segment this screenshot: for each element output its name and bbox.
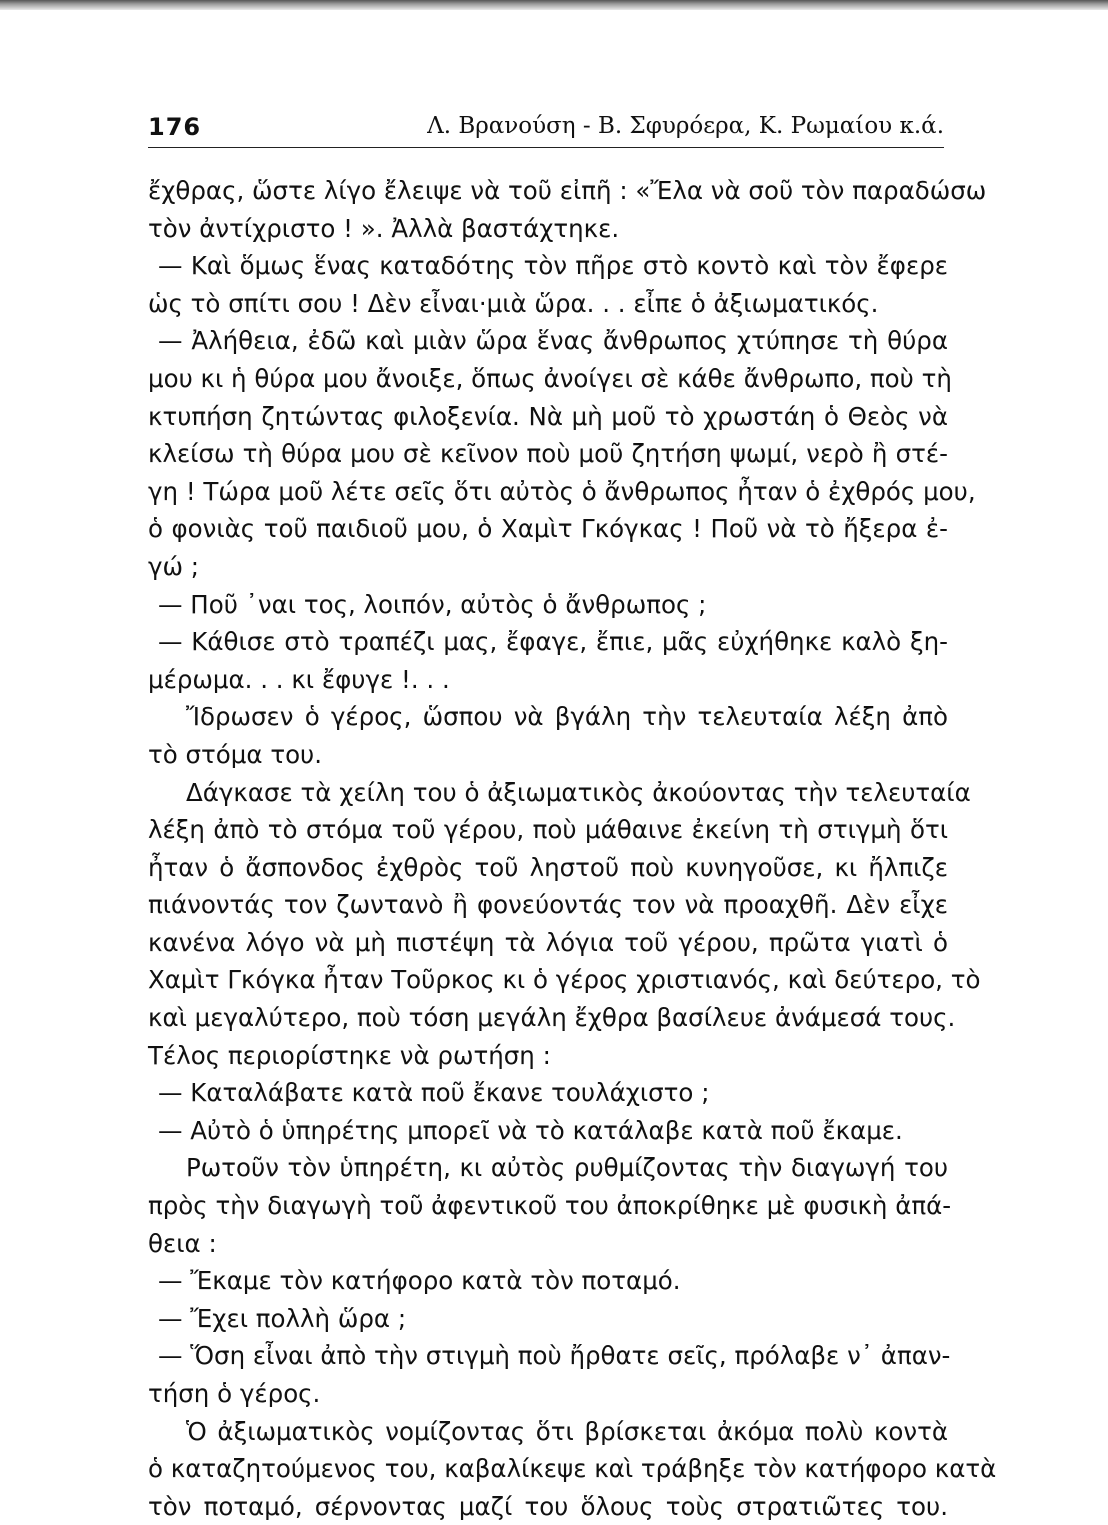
- text-line: Ὁ ἀξιωματικὸς νομίζοντας ὅτι βρίσκεται ἀκόμα πολὺ κοντὰ: [186, 1416, 948, 1446]
- text-line: μου κι ἡ θύρα μου ἄνοιξε, ὅπως ἀνοίγει σὲ κάθε ἄνθρωπο, ποὺ τὴ: [148, 363, 952, 393]
- text-line: θεια :: [148, 1228, 217, 1258]
- text-line: — Κάθισε στὸ τραπέζι μας, ἔφαγε, ἔπιε, μᾶς εὐχήθηκε καλὸ ξη-: [158, 627, 948, 657]
- text-line: πρὸς τὴν διαγωγὴ τοῦ ἀφεντικοῦ του ἀποκρίθηκε μὲ φυσικὴ ἀπά-: [148, 1191, 952, 1221]
- text-line: — Καταλάβατε κατὰ ποῦ ἔκανε τουλάχιστο ;: [158, 1078, 710, 1108]
- text-line: — Ποῦ ᾽ναι τος, λοιπόν, αὐτὸς ὁ ἄνθρωπος ;: [158, 589, 707, 619]
- text-line: — Ἀλήθεια, ἐδῶ καὶ μιὰν ὥρα ἕνας ἄνθρωπος χτύπησε τὴ θύρα: [158, 326, 948, 356]
- page-number: 176: [148, 113, 202, 141]
- text-line: — Ἔχει πολλὴ ὥρα ;: [158, 1303, 407, 1333]
- text-line: Ρωτοῦν τὸν ὑπηρέτη, κι αὐτὸς ρυθμίζοντας τὴν διαγωγή του: [186, 1153, 948, 1183]
- text-line: — Καὶ ὅμως ἕνας καταδότης τὸν πῆρε στὸ κοντὸ καὶ τὸν ἔφερε: [158, 251, 948, 281]
- text-line: ὡς τὸ σπίτι σου ! Δὲν εἶναι·μιὰ ὥρα. . . εἶπε ὁ ἀξιωματικός.: [148, 288, 879, 318]
- text-line: πιάνοντάς τον ζωντανὸ ἢ φονεύοντάς τον νὰ προαχθῆ. Δὲν εἶχε: [148, 890, 948, 920]
- running-head: [148, 107, 944, 148]
- text-line: κτυπήση ζητώντας φιλοξενία. Νὰ μὴ μοῦ τὸ χρωστάη ὁ Θεὸς νὰ: [148, 401, 948, 431]
- text-line: τὸ στόμα του.: [148, 739, 323, 769]
- text-line: τὸν ἀντίχριστο ! ». Ἀλλὰ βαστάχτηκε.: [148, 213, 620, 243]
- text-line: ὁ φονιὰς τοῦ παιδιοῦ μου, ὁ Χαμὶτ Γκόγκας ! Ποῦ νὰ τὸ ἤξερα ἐ-: [148, 514, 948, 544]
- text-line: ἔχθρας, ὥστε λίγο ἔλειψε νὰ τοῦ εἰπῆ : «Ἔλα νὰ σοῦ τὸν παραδώσω: [148, 176, 987, 205]
- text-line: τὸν ποταμό, σέρνοντας μαζί του ὅλους τοὺς στρατιῶτες του.: [148, 1491, 948, 1521]
- text-line: ἦταν ὁ ἄσπονδος ἐχθρὸς τοῦ ληστοῦ ποὺ κυνηγοῦσε, κι ἤλπιζε: [148, 852, 948, 882]
- text-line: — Αὐτὸ ὁ ὑπηρέτης μπορεῖ νὰ τὸ κατάλαβε κατὰ ποῦ ἔκαμε.: [158, 1115, 903, 1145]
- text-line: γώ ;: [148, 551, 200, 581]
- text-line: κανένα λόγο νὰ μὴ πιστέψη τὰ λόγια τοῦ γέρου, πρῶτα γιατὶ ὁ: [148, 927, 948, 957]
- scan-top-edge: [0, 0, 1108, 10]
- running-title: Λ. Βρανούση - Β. Σφυρόερα, Κ. Ρωμαίου κ.ά.: [427, 113, 944, 139]
- text-line: τήση ὁ γέρος.: [148, 1379, 321, 1408]
- text-line: Τέλος περιορίστηκε νὰ ρωτήση :: [148, 1040, 551, 1070]
- text-line: λέξη ἀπὸ τὸ στόμα τοῦ γέρου, ποὺ μάθαινε ἐκείνη τὴ στιγμὴ ὅτι: [148, 815, 948, 845]
- text-line: Ἴδρωσεν ὁ γέρος, ὥσπου νὰ βγάλη τὴν τελευταία λέξη ἀπὸ: [186, 702, 948, 732]
- text-line: μέρωμα. . . κι ἔφυγε !. . .: [148, 664, 450, 694]
- body-text: [148, 172, 997, 1525]
- text-line: Δάγκασε τὰ χείλη του ὁ ἀξιωματικὸς ἀκούοντας τὴν τελευταία: [186, 777, 971, 807]
- text-line: κλείσω τὴ θύρα μου σὲ κεῖνον ποὺ μοῦ ζητήση ψωμί, νερὸ ἢ στέ-: [148, 439, 948, 469]
- text-line: Χαμὶτ Γκόγκα ἦταν Τοῦρκος κι ὁ γέρος χριστιανός, καὶ δεύτερο, τὸ: [148, 965, 981, 995]
- text-line: — Ἔκαμε τὸν κατήφορο κατὰ τὸν ποταμό.: [158, 1266, 681, 1296]
- text-line: καὶ μεγαλύτερο, ποὺ τόση μεγάλη ἔχθρα βασίλευε ἀνάμεσά τους.: [148, 1003, 956, 1033]
- text-line: γη ! Τώρα μοῦ λέτε σεῖς ὅτι αὐτὸς ὁ ἄνθρωπος ἦταν ὁ ἐχθρός μου,: [148, 476, 976, 506]
- text-line: ὁ καταζητούμενος του, καβαλίκεψε καὶ τράβηξε τὸν κατήφορο κατὰ: [148, 1454, 997, 1484]
- text-line: — Ὅση εἶναι ἀπὸ τὴν στιγμὴ ποὺ ἤρθατε σεῖς, πρόλαβε ν᾽ ἀπαν-: [158, 1341, 951, 1371]
